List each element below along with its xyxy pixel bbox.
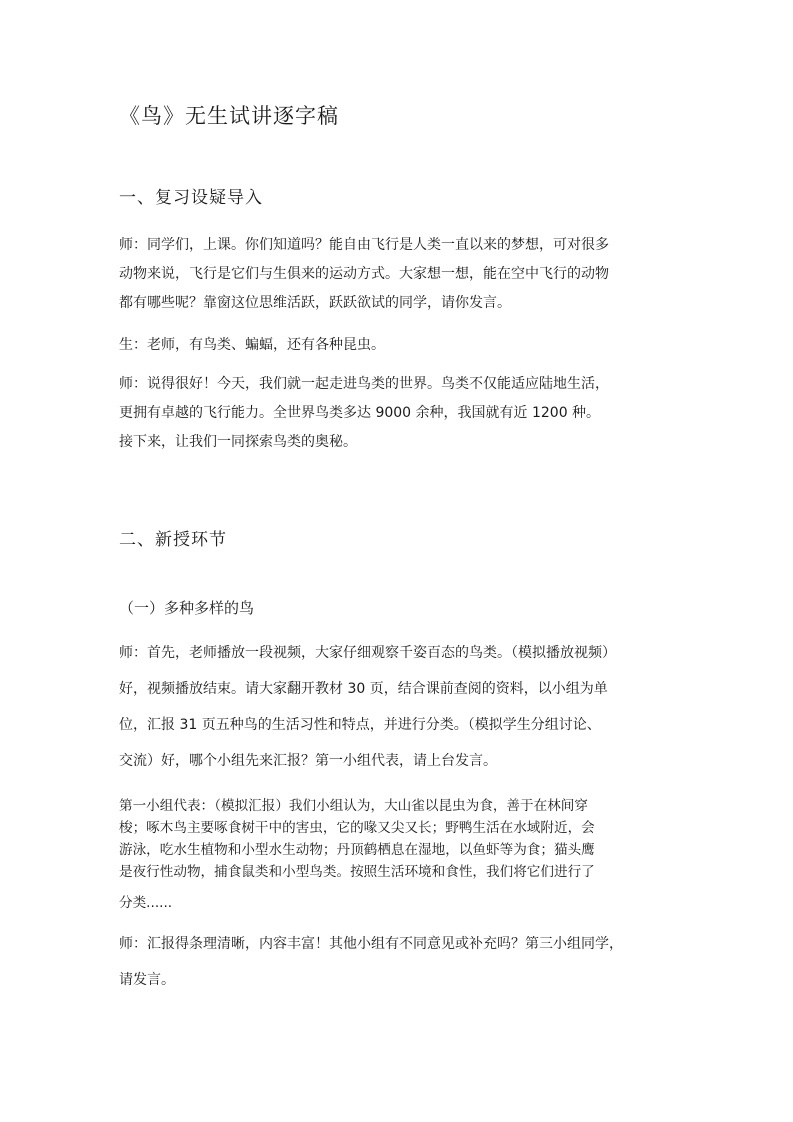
text-line: 师：首先，老师播放一段视频，大家仔细观察千姿百态的鸟类。（模拟播放视频）: [119, 645, 616, 661]
text-line: 第一小组代表：（模拟汇报）我们小组认为，大山雀以昆虫为食，善于在林间穿: [119, 798, 588, 814]
text-line: 更拥有卓越的飞行能力。全世界鸟类多达 9000 余种，我国就有近 1200 种。: [119, 405, 601, 421]
text-line: 师：说得很好！今天，我们就一起走进鸟类的世界。鸟类不仅能适应陆地生活，: [119, 376, 609, 392]
text-line: 分类......: [119, 895, 173, 911]
text-line: 师：同学们，上课。你们知道吗？能自由飞行是人类一直以来的梦想，可对很多: [119, 237, 609, 253]
paragraph-teacher-response: [119, 370, 679, 457]
text-line: 请发言。: [119, 972, 175, 988]
document-title: 《鸟》无生试讲逐字稿: [119, 104, 339, 128]
paragraph-teacher-feedback: [119, 926, 679, 998]
section-heading-new-lesson: 二、新授环节: [119, 530, 227, 550]
text-line: 好，视频播放结束。请大家翻开教材 30 页，结合课前查阅的资料，以小组为单: [119, 681, 608, 697]
text-line: 交流）好，哪个小组先来汇报？第一小组代表，请上台发言。: [119, 753, 497, 769]
paragraph-teacher-video: [119, 635, 679, 779]
section-heading-review: 一、复习设疑导入: [119, 188, 263, 208]
text-line: 动物来说，飞行是它们与生俱来的运动方式。大家想一想，能在空中飞行的动物: [119, 266, 609, 282]
text-line: 接下来，让我们一同探索鸟类的奥秘。: [119, 434, 357, 450]
text-line: 生：老师，有鸟类、蝙蝠，还有各种昆虫。: [119, 337, 385, 353]
text-line: 位，汇报 31 页五种鸟的生活习性和特点，并进行分类。（模拟学生分组讨论、: [119, 717, 601, 733]
paragraph-student-answer: [119, 331, 679, 360]
text-line: 梭；啄木鸟主要啄食树干中的害虫，它的喙又尖又长；野鸭生活在水域附近，会: [119, 820, 595, 836]
text-line: 都有哪些呢？靠窗这位思维活跃，跃跃欲试的同学，请你发言。: [119, 295, 511, 311]
text-line: 游泳，吃水生植物和小型水生动物；丹顶鹤栖息在湿地，以鱼虾等为食；猫头鹰: [119, 842, 595, 858]
paragraph-group-report: [119, 795, 679, 923]
paragraph-teacher-intro: [119, 231, 679, 318]
text-line: 师：汇报得条理清晰，内容丰富！其他小组有不同意见或补充吗？第三小组同学，: [119, 936, 623, 952]
text-line: 是夜行性动物，捕食鼠类和小型鸟类。按照生活环境和食性，我们将它们进行了: [119, 864, 595, 880]
subsection-heading-birds: （一）多种多样的鸟: [119, 599, 255, 617]
